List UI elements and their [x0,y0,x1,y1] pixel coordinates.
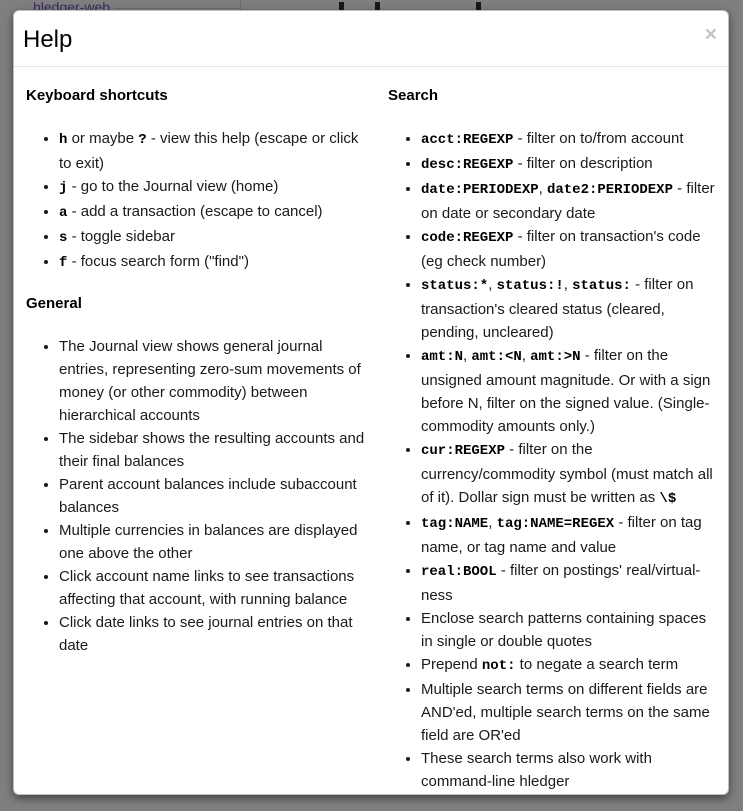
search-term-code: j [59,180,68,196]
list-item: • Parent account balances include subaccount balances [59,473,365,519]
list-item: • Prepend not: to negate a search term [421,653,718,678]
list-item: • tag:NAME, tag:NAME=REGEX - filter on tag name, or tag name and value [421,511,718,559]
list-item: • Multiple search terms on different fields are AND'ed, multiple search terms on the same field are OR'ed [421,678,718,747]
list-item: • f - focus search form ("find") [59,250,365,275]
list-item: • Enclose search patterns containing spaces in single or double quotes [421,607,718,653]
section-general [26,295,365,657]
search-term-code: status:! [496,278,564,294]
section-heading: Keyboard shortcuts [26,87,168,104]
list-item: • code:REGEXP - filter on transaction's code (eg check number) [421,225,718,273]
search-term-code: not: [481,658,516,674]
search-term-code: date:PERIODEXP [421,182,539,198]
search-term-code: h [59,132,68,148]
search-term-code: desc:REGEXP [421,157,514,173]
section-heading: General [26,295,82,312]
list-item: • real:BOOL - filter on postings' real/virtual-ness [421,559,718,607]
help-modal [13,10,729,795]
search-term-code: s [59,230,68,246]
section-heading: Search [388,87,439,104]
list-item: • acct:REGEXP - filter on to/from account [421,127,718,152]
search-term-code: ? [138,132,147,148]
search-term-code: real:BOOL [421,564,497,580]
search-term-code: status: [572,278,631,294]
list-item: • These search terms also work with command-line hledger [421,747,718,793]
general-list [26,335,365,657]
search-term-code: \$ [659,491,677,507]
list-item: • The sidebar shows the resulting accounts and their final balances [59,427,365,473]
close-icon[interactable]: × [704,23,717,46]
search-term-code: f [59,255,68,271]
list-item: • amt:N, amt:<N, amt:>N - filter on the unsigned amount magnitude. Or with a sign before N, filter on the signed value. (Single-commodity amounts only.) [421,344,718,438]
search-term-code: acct:REGEXP [421,132,514,148]
modal-title: Help [23,26,73,53]
list-item: • cur:REGEXP - filter on the currency/commodity symbol (must match all of it). Dollar sign must be written as \$ [421,438,718,511]
search-term-code: status:* [421,278,489,294]
left-column [26,67,372,793]
search-term-code: amt:<N [471,349,522,365]
search-term-code: code:REGEXP [421,230,514,246]
search-term-code: tag:NAME [421,516,489,532]
section-search [388,87,718,793]
search-term-code: amt:N [421,349,464,365]
right-column [372,67,718,793]
search-term-code: cur:REGEXP [421,443,506,459]
list-item: • a - add a transaction (escape to cancel) [59,200,365,225]
list-item: • Click date links to see journal entries on that date [59,611,365,657]
list-item: • s - toggle sidebar [59,225,365,250]
search-term-code: tag:NAME=REGEX [496,516,615,532]
modal-header [14,11,728,67]
search-term-code: a [59,205,68,221]
section-keyboard-shortcuts [26,87,365,275]
list-item: • desc:REGEXP - filter on description [421,152,718,177]
search-term-code: date2:PERIODEXP [546,182,673,198]
list-item: • Click account name links to see transactions affecting that account, with running balance [59,565,365,611]
keyboard-shortcuts-list [26,127,365,275]
list-item: • date:PERIODEXP, date2:PERIODEXP - filter on date or secondary date [421,177,718,225]
list-item: • The Journal view shows general journal entries, representing zero-sum movements of money (or other commodity) between hierarchical accounts [59,335,365,427]
list-item: • h or maybe ? - view this help (escape or click to exit) [59,127,365,175]
list-item: • status:*, status:!, status: - filter on transaction's cleared status (cleared, pending, uncleared) [421,273,718,344]
search-term-code: amt:>N [530,349,581,365]
search-terms-list [388,127,718,793]
list-item: • j - go to the Journal view (home) [59,175,365,200]
modal-body [14,67,728,795]
list-item: • Multiple currencies in balances are displayed one above the other [59,519,365,565]
